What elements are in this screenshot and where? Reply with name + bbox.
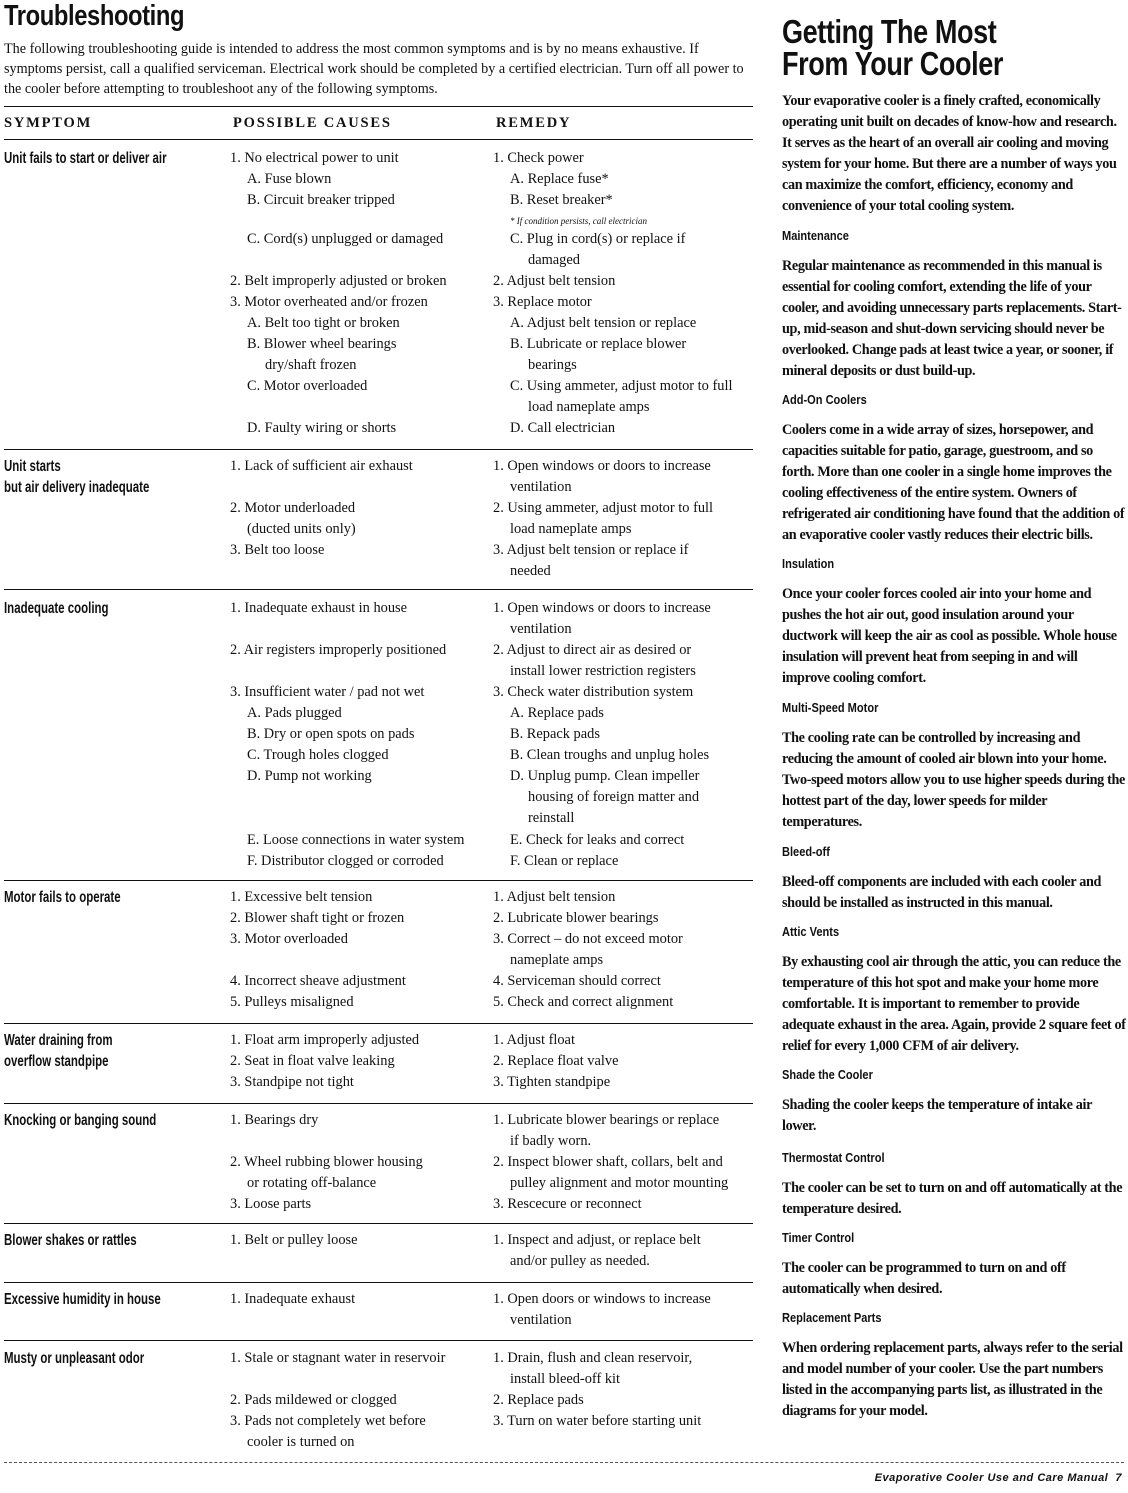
cause-line: cooler is turned on bbox=[247, 1434, 355, 1450]
symptom-line: overflow standpipe bbox=[4, 1053, 109, 1070]
symptom-line: Blower shakes or rattles bbox=[4, 1232, 137, 1249]
section-body: Once your cooler forces cooled air into your home and pushes the hot air out, good insulation around your ductwork will keep the air as cool as possible. Whole house insulation will prevent heat from seeping in and will improve cooling comfort. bbox=[782, 586, 1117, 686]
cause-line: A. Fuse blown bbox=[247, 171, 332, 187]
remedy-line: if badly worn. bbox=[510, 1133, 592, 1149]
getting-the-most-title bbox=[782, 13, 1003, 82]
remedy-line: B. Repack pads bbox=[510, 726, 600, 742]
remedy-line: D. Unplug pump. Clean impeller bbox=[510, 768, 700, 784]
symptom-line: Motor fails to operate bbox=[4, 889, 121, 906]
remedy-line: 2. Adjust belt tension bbox=[493, 273, 616, 289]
remedy-line: 1. Open windows or doors to increase bbox=[493, 600, 711, 616]
remedy-line: 1. Lubricate blower bearings or replace bbox=[493, 1112, 720, 1128]
remedy-line: install lower restriction registers bbox=[510, 663, 696, 679]
getting-the-most-intro: Your evaporative cooler is a finely crafted, economically operating unit built on decades of know-how and research. It serves as the heart of an overall air cooling and moving system for your home. But there are a number of ways you can maximize the comfort, efficiency, economy and convenience of your total cooling system. bbox=[782, 93, 1117, 214]
troubleshooting-title: Troubleshooting bbox=[4, 0, 185, 32]
remedy-line: ventilation bbox=[510, 1312, 572, 1328]
cause-line: 3. Standpipe not tight bbox=[230, 1074, 354, 1090]
symptom-label bbox=[4, 1230, 167, 1251]
row-divider bbox=[4, 1103, 753, 1104]
cause-line: E. Loose connections in water system bbox=[247, 832, 465, 848]
remedy-line: A. Replace pads bbox=[510, 705, 604, 721]
cause-line: 3. Pads not completely wet before bbox=[230, 1413, 426, 1429]
cause-line: 1. Inadequate exhaust bbox=[230, 1291, 356, 1307]
remedy-line: 2. Inspect blower shaft, collars, belt and bbox=[493, 1154, 723, 1170]
title-line-2: From Your Cooler bbox=[782, 45, 1003, 82]
troubleshooting-section bbox=[4, 0, 753, 1458]
section-body: The cooler can be programmed to turn on and off automatically when desired. bbox=[782, 1260, 1066, 1297]
remedy-line: 3. Correct – do not exceed motor bbox=[493, 931, 683, 947]
remedy-line: 3. Rescecure or reconnect bbox=[493, 1196, 642, 1212]
remedy-line: B. Clean troughs and unplug holes bbox=[510, 747, 710, 763]
footer-manual-title: Evaporative Cooler Use and Care Manual bbox=[874, 1472, 1109, 1484]
section-body: By exhausting cool air through the attic, you can reduce the temperature of this hot spot and make your home more comfortable. It is important to remember to provide adequate exhaust in the area. Again, provide 2 square feet of relief for every 1,000 CFM of air delivery. bbox=[782, 954, 1126, 1054]
section-heading: Insulation bbox=[782, 556, 835, 571]
cause-line: B. Dry or open spots on pads bbox=[247, 726, 415, 742]
header-bottom-rule bbox=[4, 139, 753, 140]
cause-line: 3. Insufficient water / pad not wet bbox=[230, 684, 425, 700]
cause-line: D. Faulty wiring or shorts bbox=[247, 420, 397, 436]
cause-line: D. Pump not working bbox=[247, 768, 372, 784]
cause-line: 1. Inadequate exhaust in house bbox=[230, 600, 408, 616]
remedy-line: 1. Inspect and adjust, or replace belt bbox=[493, 1232, 701, 1248]
symptom-label bbox=[4, 1030, 167, 1072]
section-heading: Shade the Cooler bbox=[782, 1067, 873, 1082]
cause-line: B. Circuit breaker tripped bbox=[247, 192, 395, 208]
symptom-label bbox=[4, 456, 167, 498]
remedy-line: reinstall bbox=[528, 810, 575, 826]
remedy-line: damaged bbox=[528, 252, 580, 268]
section-heading: Multi-Speed Motor bbox=[782, 700, 879, 715]
symptom-line: Water draining from bbox=[4, 1032, 113, 1049]
section-body: Shading the cooler keeps the temperature of intake air lower. bbox=[782, 1097, 1092, 1134]
symptom-column-header: SYMPTOM bbox=[4, 115, 93, 131]
remedy-line: 5. Check and correct alignment bbox=[493, 994, 674, 1010]
remedy-line: 1. Open doors or windows to increase bbox=[493, 1291, 711, 1307]
cause-line: 2. Seat in float valve leaking bbox=[230, 1053, 395, 1069]
remedy-column-header: REMEDY bbox=[496, 115, 572, 131]
remedy-line: A. Adjust belt tension or replace bbox=[510, 315, 697, 331]
footer-page-number: 7 bbox=[1115, 1472, 1122, 1484]
cause-line: 1. No electrical power to unit bbox=[230, 150, 399, 166]
cause-line: 2. Pads mildewed or clogged bbox=[230, 1392, 397, 1408]
cause-line: 2. Blower shaft tight or frozen bbox=[230, 910, 405, 926]
cause-line: C. Trough holes clogged bbox=[247, 747, 389, 763]
remedy-line: 2. Replace float valve bbox=[493, 1053, 619, 1069]
remedy-line: C. Using ammeter, adjust motor to full bbox=[510, 378, 733, 394]
remedy-line: needed bbox=[510, 563, 551, 579]
symptom-line: Musty or unpleasant odor bbox=[4, 1350, 145, 1367]
remedy-line: install bleed-off kit bbox=[510, 1371, 621, 1387]
cause-line: 2. Air registers improperly positioned bbox=[230, 642, 447, 658]
cause-line: 1. Excessive belt tension bbox=[230, 889, 373, 905]
remedy-line: 1. Adjust belt tension bbox=[493, 889, 616, 905]
remedy-line: B. Reset breaker* bbox=[510, 192, 613, 208]
remedy-line: 3. Check water distribution system bbox=[493, 684, 694, 700]
section-heading: Replacement Parts bbox=[782, 1310, 882, 1325]
row-divider bbox=[4, 880, 753, 881]
row-divider bbox=[4, 1223, 753, 1224]
remedy-line: bearings bbox=[528, 357, 577, 373]
section-body: Coolers come in a wide array of sizes, horsepower, and capacities suitable for patio, garage, guestroom, and so forth. More than one cooler in a single home improves the cooling effectiveness of the entire system. Owners of refrigerated air conditioning have found that the addition of an evaporative cooler vastly reduces their electric bills. bbox=[782, 422, 1125, 543]
remedy-line: 1. Open windows or doors to increase bbox=[493, 458, 711, 474]
row-divider bbox=[4, 1282, 753, 1283]
cause-line: 2. Motor underloaded bbox=[230, 500, 356, 516]
header-top-rule bbox=[4, 106, 753, 107]
getting-the-most-section bbox=[782, 0, 1128, 1458]
section-body: The cooler can be set to turn on and off automatically at the temperature desired. bbox=[782, 1180, 1123, 1217]
cause-line: 3. Loose parts bbox=[230, 1196, 312, 1212]
cause-line: 3. Motor overheated and/or frozen bbox=[230, 294, 428, 310]
cause-line: dry/shaft frozen bbox=[265, 357, 357, 373]
remedy-line: 2. Lubricate blower bearings bbox=[493, 910, 659, 926]
remedy-line: 1. Drain, flush and clean reservoir, bbox=[493, 1350, 693, 1366]
remedy-line: and/or pulley as needed. bbox=[510, 1253, 650, 1269]
cause-line: 3. Motor overloaded bbox=[230, 931, 348, 947]
symptom-label bbox=[4, 1110, 167, 1131]
section-body: The cooling rate can be controlled by increasing and reducing the amount of cooled air blown into your home. Two-speed motors allow you to use higher speeds during the hottest part of the day, lower speeds for milder temperatures. bbox=[782, 730, 1125, 830]
remedy-line: F. Clean or replace bbox=[510, 853, 619, 869]
cause-line: 3. Belt too loose bbox=[230, 542, 325, 558]
remedy-line: 3. Replace motor bbox=[493, 294, 592, 310]
cause-line: or rotating off-balance bbox=[247, 1175, 377, 1191]
symptom-line: Unit starts bbox=[4, 458, 61, 475]
symptom-label bbox=[4, 887, 167, 908]
page-footer bbox=[875, 1472, 1122, 1484]
troubleshooting-intro: The following troubleshooting guide is intended to address the most common symptoms and is by no means exhaustive. If symptoms persist, call a qualified serviceman. Electrical work should be completed by a certified electrician. Turn off all power to the cooler before attempting to troubleshoot any of the following symptoms. bbox=[4, 41, 744, 97]
remedy-line: nameplate amps bbox=[510, 952, 604, 968]
remedy-line: B. Lubricate or replace blower bbox=[510, 336, 687, 352]
cause-line: 1. Stale or stagnant water in reservoir bbox=[230, 1350, 446, 1366]
remedy-line: E. Check for leaks and correct bbox=[510, 832, 685, 848]
cause-line: B. Blower wheel bearings bbox=[247, 336, 397, 352]
cause-line: 4. Incorrect sheave adjustment bbox=[230, 973, 406, 989]
remedy-line: 3. Tighten standpipe bbox=[493, 1074, 611, 1090]
cause-line: 1. Bearings dry bbox=[230, 1112, 319, 1128]
remedy-line: 3. Turn on water before starting unit bbox=[493, 1413, 702, 1429]
section-heading: Maintenance bbox=[782, 228, 849, 243]
causes-column-header: POSSIBLE CAUSES bbox=[233, 115, 392, 131]
title-line-1: Getting The Most bbox=[782, 13, 997, 50]
cause-line: C. Cord(s) unplugged or damaged bbox=[247, 231, 444, 247]
remedy-line: ventilation bbox=[510, 621, 572, 637]
symptom-label bbox=[4, 148, 167, 169]
symptom-label bbox=[4, 598, 167, 619]
symptom-line: Excessive humidity in house bbox=[4, 1291, 161, 1308]
cause-line: A. Belt too tight or broken bbox=[247, 315, 400, 331]
section-body: When ordering replacement parts, always refer to the serial and model number of your cooler. Use the part numbers listed in the accompanying parts list, as illustrated in the diagrams for your model. bbox=[782, 1340, 1123, 1419]
section-body: Bleed-off components are included with each cooler and should be installed as instructed in this manual. bbox=[782, 874, 1102, 911]
cause-line: F. Distributor clogged or corroded bbox=[247, 853, 444, 869]
row-divider bbox=[4, 449, 753, 450]
remedy-line: 2. Adjust to direct air as desired or bbox=[493, 642, 692, 658]
cause-line: 2. Wheel rubbing blower housing bbox=[230, 1154, 423, 1170]
cause-line: 5. Pulleys misaligned bbox=[230, 994, 354, 1010]
remedy-line: 4. Serviceman should correct bbox=[493, 973, 661, 989]
remedy-line: 1. Check power bbox=[493, 150, 584, 166]
cause-line: 1. Float arm improperly adjusted bbox=[230, 1032, 420, 1048]
symptom-label bbox=[4, 1289, 167, 1310]
remedy-line: ventilation bbox=[510, 479, 572, 495]
symptom-line: Unit fails to start or deliver air bbox=[4, 150, 167, 167]
remedy-line: housing of foreign matter and bbox=[528, 789, 700, 805]
remedy-line: load nameplate amps bbox=[528, 399, 650, 415]
row-divider bbox=[4, 1340, 753, 1341]
remedy-line: C. Plug in cord(s) or replace if bbox=[510, 231, 686, 247]
section-heading: Attic Vents bbox=[782, 924, 840, 939]
section-heading: Add-On Coolers bbox=[782, 392, 867, 407]
row-divider bbox=[4, 589, 753, 590]
cause-line: (ducted units only) bbox=[247, 521, 356, 537]
remedy-line: 1. Adjust float bbox=[493, 1032, 575, 1048]
symptom-line: Inadequate cooling bbox=[4, 600, 109, 617]
cause-line: A. Pads plugged bbox=[247, 705, 342, 721]
remedy-line: load nameplate amps bbox=[510, 521, 632, 537]
footer-rule bbox=[4, 1462, 1124, 1463]
cause-line: 1. Belt or pulley loose bbox=[230, 1232, 358, 1248]
section-heading: Timer Control bbox=[782, 1230, 855, 1245]
symptom-label bbox=[4, 1348, 167, 1369]
cause-line: 2. Belt improperly adjusted or broken bbox=[230, 273, 447, 289]
cause-line: C. Motor overloaded bbox=[247, 378, 368, 394]
remedy-line: pulley alignment and motor mounting bbox=[510, 1175, 729, 1191]
symptom-line: but air delivery inadequate bbox=[4, 479, 150, 496]
remedy-line: 3. Adjust belt tension or replace if bbox=[493, 542, 689, 558]
row-divider bbox=[4, 1023, 753, 1024]
remedy-line: 2. Replace pads bbox=[493, 1392, 584, 1408]
symptom-line: Knocking or banging sound bbox=[4, 1112, 157, 1129]
section-body: Regular maintenance as recommended in this manual is essential for cooling comfort, extending the life of your cooler, and avoiding unnecessary parts replacements. Start-up, mid-season and shut-down servicing should never be overlooked. Change pads at least twice a year, or sooner, if mineral deposits or dust build-up. bbox=[782, 258, 1122, 379]
cause-line: 1. Lack of sufficient air exhaust bbox=[230, 458, 413, 474]
remedy-line: D. Call electrician bbox=[510, 420, 616, 436]
section-heading: Bleed-off bbox=[782, 844, 830, 859]
section-heading: Thermostat Control bbox=[782, 1150, 885, 1165]
remedy-line: 2. Using ammeter, adjust motor to full bbox=[493, 500, 714, 516]
remedy-note: * If condition persists, call electrician bbox=[510, 216, 647, 226]
remedy-line: A. Replace fuse* bbox=[510, 171, 609, 187]
